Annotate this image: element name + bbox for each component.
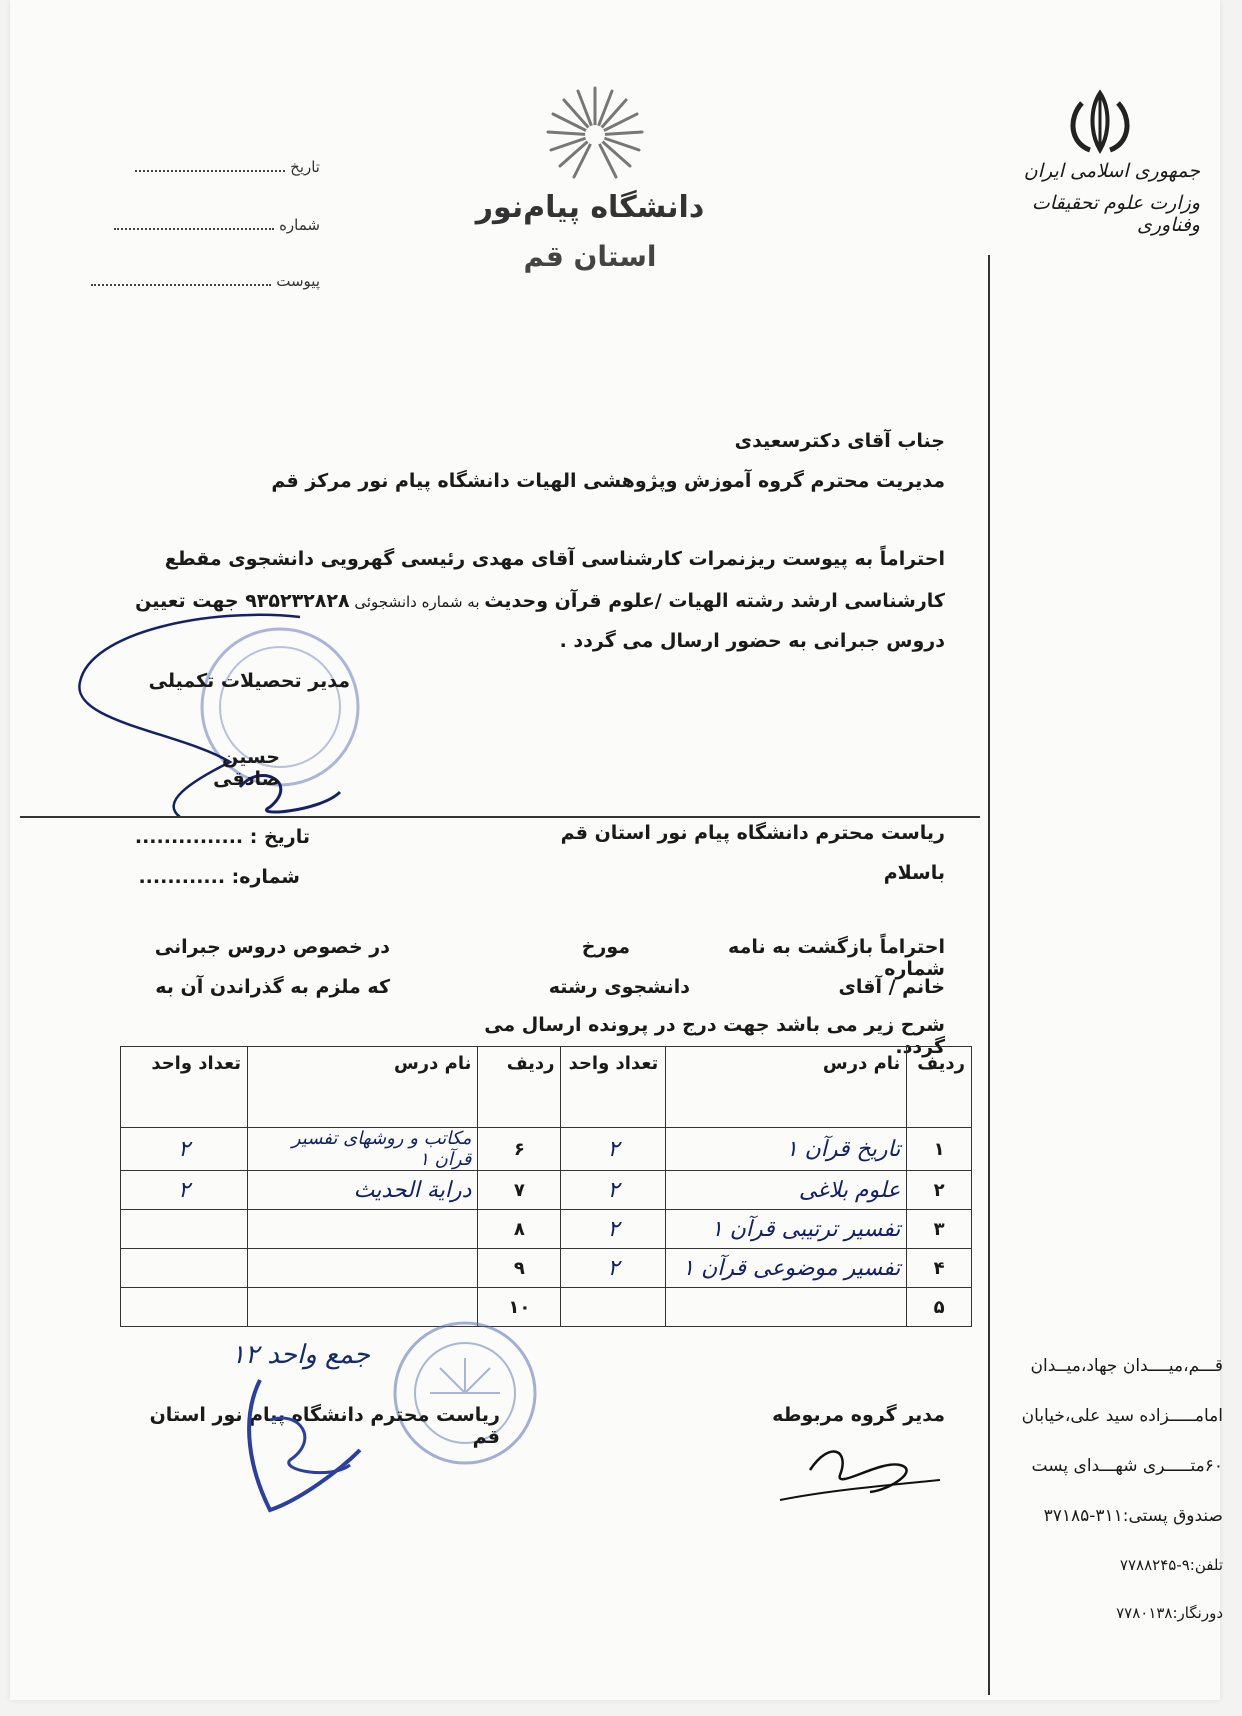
payame-noor-logo-icon [540,80,650,190]
course-name: علوم بلاغی [666,1171,907,1210]
reply-number: شماره: ............ [138,866,300,888]
course-units-2 [121,1249,248,1288]
course-name-2: مکاتب و روشهای تفسیر قرآن ۱ [248,1128,478,1171]
course-name: تفسیر ترتیبی قرآن ۱ [666,1210,907,1249]
ministry-title: وزارت علوم تحقیقات وفناوری [1031,192,1200,236]
row-no-2: ۸ [478,1210,561,1249]
course-name: تاریخ قرآن ۱ [666,1128,907,1171]
course-name-2 [248,1210,478,1249]
fax-number: دورنگار:۷۷۸۰۱۳۸ [1116,1604,1223,1622]
course-units-2 [121,1210,248,1249]
addressee-title: مدیریت محترم گروه آموزش وپژوهشی الهیات دانشگاه پیام نور مرکز قم [271,470,945,492]
table-row [121,1171,972,1210]
reply-p2-a: خانم / آقای [838,976,945,998]
address-line-2: امامـــــزاده سید علی،خیابان [1021,1406,1223,1426]
course-units: ۲ [561,1249,666,1288]
address-line-3: ۶۰متـــــری شهـــدای پست [1031,1456,1223,1476]
course-name-2: درایة الحدیث [248,1171,478,1210]
row-no: ۱ [907,1128,972,1171]
total-units-note: جمع واحد ۱۲ [231,1340,370,1370]
group-head-title: مدیر گروه مربوطه [772,1404,945,1426]
sidebar-divider [988,255,990,1695]
reply-p3: شرح زیر می باشد جهت درج در پرونده ارسال می گردد. [484,1014,945,1058]
col-header-units: تعداد واحد [561,1047,666,1128]
row-no-2: ۱۰ [478,1288,561,1327]
col-header-row-no: ردیف [907,1047,972,1128]
table-row [121,1249,972,1288]
reply-p1-a: احتراماً بازگشت به نامه شماره [728,936,945,980]
reply-greeting: باسلام [883,862,945,884]
table-row [121,1288,972,1327]
course-name-2 [248,1249,478,1288]
body-line-3: دروس جبرانی به حضور ارسال می گردد . [559,630,945,652]
row-no-2: ۹ [478,1249,561,1288]
president-signature [230,1360,380,1520]
province-name: استان قم [523,240,657,273]
date-field [70,158,320,176]
university-name: دانشگاه پیام‌نور [475,190,705,225]
phone-number: تلفن:۹-۷۷۸۸۲۴۵ [1119,1556,1223,1574]
course-units-2 [121,1288,248,1327]
republic-title: جمهوری اسلامی ایران [1023,160,1200,182]
table-row [121,1128,972,1171]
signer-title: مدیر تحصیلات تکمیلی [148,670,350,692]
president-title: ریاست محترم دانشگاه پیام نور استان قم [149,1404,500,1448]
section-divider [20,816,980,818]
attachment-label: پیوست [276,272,320,290]
col-header-course-2: نام درس [248,1047,478,1128]
course-units: ۲ [561,1128,666,1171]
date-dots [135,160,285,172]
table-header-row [121,1047,972,1128]
attachment-dots [91,274,271,286]
course-units-2: ۲ [121,1171,248,1210]
row-no: ۴ [907,1249,972,1288]
courses-table [120,1046,972,1327]
attachment-field [70,272,320,290]
reply-date: تاریخ : ............... [134,826,310,848]
iran-emblem-icon [1060,88,1140,158]
col-header-units-2: تعداد واحد [121,1047,248,1128]
row-no: ۲ [907,1171,972,1210]
address-line-1: قـــم،میــــدان جهاد،میــدان [1030,1356,1223,1376]
row-no: ۳ [907,1210,972,1249]
number-label: شماره [279,216,320,234]
signer-name: حسین صادقی [213,746,280,790]
body-line-2-student-no: ۹۳۵۲۳۲۸۲۸ جهت تعیین [135,590,350,612]
reply-to: ریاست محترم دانشگاه پیام نور استان قم [560,822,945,844]
reply-p1-c: در خصوص دروس جبرانی [154,936,390,958]
body-line-2 [120,590,945,612]
date-label: تاریخ [290,158,320,176]
po-box: صندوق پستی:۳۱۱-۳۷۱۸۵ [1043,1506,1223,1526]
reply-p1-b: مورخ [581,936,630,958]
number-field [70,216,320,234]
body-line-2-field: کارشناسی ارشد رشته الهیات /علوم قرآن وحدیث [484,590,945,612]
reply-p2-b: دانشجوی رشته [548,976,690,998]
body-line-1: احتراماً به پیوست ریزنمرات کارشناسی آقای مهدی رئیسی گهرویی دانشجوی مقطع [164,548,945,570]
table-row [121,1210,972,1249]
course-units: ۲ [561,1171,666,1210]
row-no-2: ۶ [478,1128,561,1171]
course-name: تفسیر موضوعی قرآن ۱ [666,1249,907,1288]
number-dots [114,218,274,230]
course-units [561,1288,666,1327]
col-header-row-no-2: ردیف [478,1047,561,1128]
course-name [666,1288,907,1327]
row-no-2: ۷ [478,1171,561,1210]
stamp-and-signature-1 [70,612,370,822]
course-units: ۲ [561,1210,666,1249]
body-line-2-student-no-label: به شماره دانشجوئی [349,593,485,611]
reply-p2-c: که ملزم به گذراندن آن به [155,976,390,998]
group-head-signature [770,1430,950,1520]
row-no: ۵ [907,1288,972,1327]
course-units-2: ۲ [121,1128,248,1171]
col-header-course: نام درس [666,1047,907,1128]
addressee: جناب آقای دکترسعیدی [734,430,945,452]
letter-page [10,0,1223,1700]
